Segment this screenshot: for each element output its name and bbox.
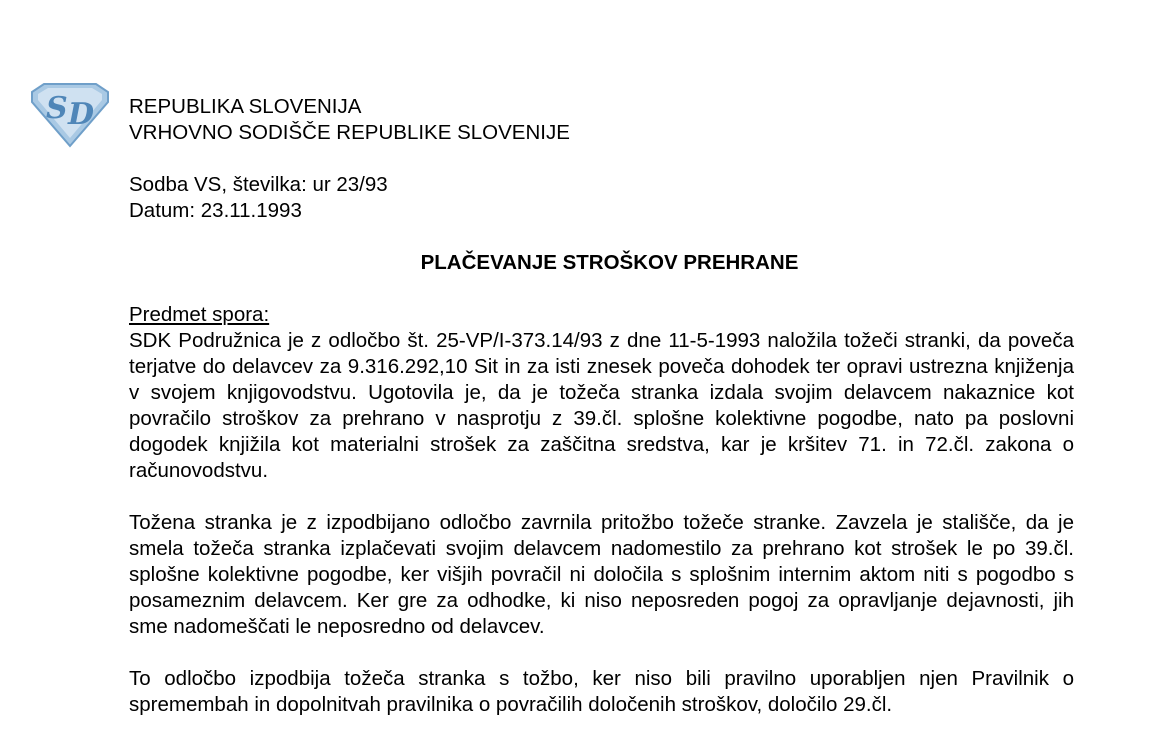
svg-text:S: S: [46, 91, 68, 126]
spacer: [129, 640, 1074, 666]
spacer: [129, 484, 1074, 510]
spacer: [129, 146, 1074, 172]
paragraph-1: SDK Podružnica je z odločbo št. 25-VP/I-373.14/93 z dne 11-5-1993 naložila tožeči stranki, da poveča terjatve do delavcev za 9.316.292,10 Sit in za isti znesek poveča dohodek ter opravi ustrezna knjiženja v svojem knjigovodstvu. Ugotovila je, da je tožeča stranka izdala svojim delavcem nakaznice kot povračilo stroškov za prehrano v nasprotju z 39.čl. splošne kolektivne pogodbe, nato pa poslovni dogodek knjižila kot materialni strošek za zaščitna sredstva, kar je kršitev 71. in 72.čl. zakona o računovodstvu.: [129, 329, 1074, 482]
court-logo: [28, 80, 112, 148]
svg-text:D: D: [68, 97, 95, 132]
case-date: Datum: 23.11.1993: [129, 199, 302, 222]
document-title: PLAČEVANJE STROŠKOV PREHRANE: [420, 251, 799, 274]
document-body: [129, 94, 1074, 718]
header-country: REPUBLIKA SLOVENIJA: [129, 95, 362, 118]
header-court: VRHOVNO SODIŠČE REPUBLIKE SLOVENIJE: [129, 121, 570, 144]
section-heading: Predmet spora:: [129, 303, 270, 326]
case-number: Sodba VS, številka: ur 23/93: [129, 173, 388, 196]
paragraph-2: Tožena stranka je z izpodbijano odločbo zavrnila pritožbo tožeče stranke. Zavzela je stališče, da je smela tožeča stranka izplačevati svojim delavcem nadomestilo za prehrano kot strošek le po 39.čl. splošne kolektivne pogodbe, ker višjih povračil ni določila s splošnim internim aktom niti s pogodbo s posameznim delavcem. Ker gre za odhodke, ki niso neposreden pogoj za opravljanje dejavnosti, jih sme nadomeščati le neposredno od delavcev.: [129, 511, 1074, 638]
paragraph-3: To odločbo izpodbija tožeča stranka s tožbo, ker niso bili pravilno uporabljen njen Pravilnik o spremembah in dopolnitvah pravilnika o povračilih določenih stroškov, določilo 29.čl.: [129, 667, 1074, 716]
spacer: [129, 224, 1074, 250]
court-logo-image: [28, 80, 112, 148]
spacer: [129, 276, 1074, 302]
